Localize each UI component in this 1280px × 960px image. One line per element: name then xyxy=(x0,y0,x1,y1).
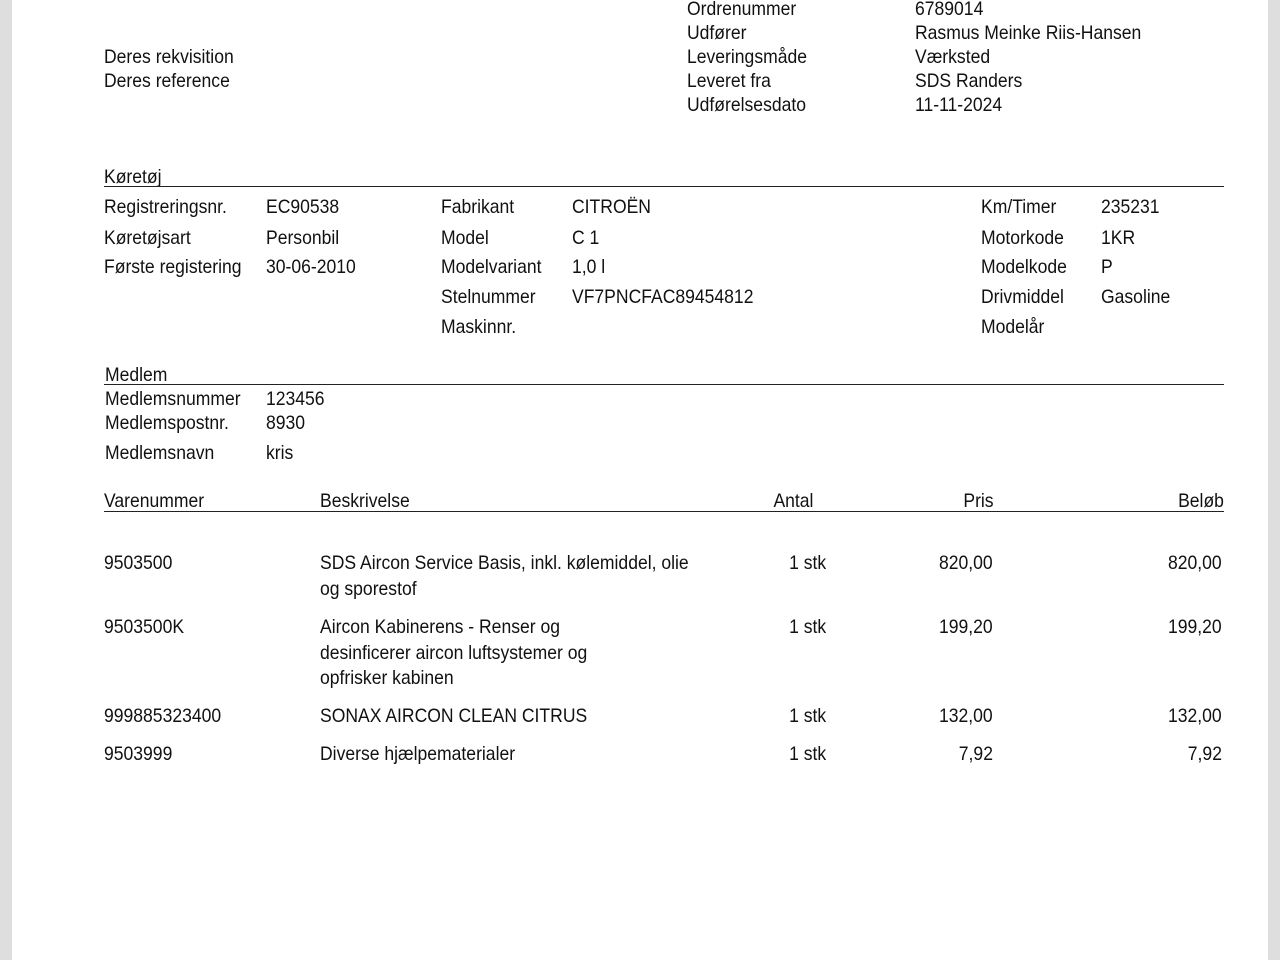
vehicle-maker-label: Fabrikant xyxy=(441,196,515,218)
line-item-price: 820,00 xyxy=(939,552,993,574)
line-item-price: 199,20 xyxy=(939,616,993,638)
vehicle-km-value: 235231 xyxy=(1101,196,1160,218)
member-section-title: Medlem xyxy=(105,364,168,386)
order-number-value: 6789014 xyxy=(915,0,984,20)
line-item-amount: 7,92 xyxy=(1187,743,1222,765)
vehicle-model-label: Model xyxy=(441,227,489,249)
vehicle-first-reg-label: Første registering xyxy=(104,256,242,278)
vehicle-maker-value: CITROËN xyxy=(572,196,651,218)
vehicle-type-value: Personbil xyxy=(266,227,340,249)
vehicle-type-label: Køretøjsart xyxy=(104,227,191,249)
vehicle-model-code-label: Modelkode xyxy=(981,256,1067,278)
member-divider xyxy=(104,384,1224,385)
column-header-description: Beskrivelse xyxy=(320,490,410,512)
delivered-from-value: SDS Randers xyxy=(915,70,1023,92)
vehicle-reg-value: EC90538 xyxy=(266,196,340,218)
line-item-description: Aircon Kabinerens - Renser og desinficerer aircon luftsystemer og opfrisker kabinen xyxy=(320,616,588,689)
vehicle-engine-code-label: Motorkode xyxy=(981,227,1064,249)
vehicle-engine-no-label: Maskinnr. xyxy=(441,316,517,338)
reference-label: Deres reference xyxy=(104,70,230,92)
line-item-number: 999885323400 xyxy=(104,705,222,727)
line-item-description: SDS Aircon Service Basis, inkl. kølemiddel, olie og sporestof xyxy=(320,552,689,600)
line-item-qty: 1 stk xyxy=(788,552,826,574)
vehicle-first-reg-value: 30-06-2010 xyxy=(266,256,356,278)
invoice-page xyxy=(12,0,1268,960)
line-item-description: SONAX AIRCON CLEAN CITRUS xyxy=(320,705,588,727)
execution-date-label: Udførelsesdato xyxy=(687,94,807,116)
vehicle-variant-value: 1,0 l xyxy=(572,256,606,278)
vehicle-fuel-value: Gasoline xyxy=(1101,286,1171,308)
member-number-label: Medlemsnummer xyxy=(105,388,241,410)
vehicle-vin-label: Stelnummer xyxy=(441,286,536,308)
vehicle-reg-label: Registreringsnr. xyxy=(104,196,227,218)
line-item-amount: 820,00 xyxy=(1168,552,1222,574)
delivery-method-label: Leveringsmåde xyxy=(687,46,808,68)
lines-header-divider xyxy=(104,511,1224,512)
line-item-amount: 132,00 xyxy=(1168,705,1222,727)
line-item-description: Diverse hjælpematerialer xyxy=(320,743,516,765)
member-name-label: Medlemsnavn xyxy=(105,442,215,464)
requisition-label: Deres rekvisition xyxy=(104,46,234,68)
vehicle-vin-value: VF7PNCFAC89454812 xyxy=(572,286,754,308)
line-item-qty: 1 stk xyxy=(788,705,826,727)
line-item-price: 7,92 xyxy=(958,743,993,765)
column-header-item: Varenummer xyxy=(104,490,205,512)
vehicle-fuel-label: Drivmiddel xyxy=(981,286,1064,308)
vehicle-model-code-value: P xyxy=(1101,256,1113,278)
delivery-method-value: Værksted xyxy=(915,46,991,68)
vehicle-model-value: C 1 xyxy=(572,227,600,249)
member-postcode-label: Medlemspostnr. xyxy=(105,412,229,434)
performer-label: Udfører xyxy=(687,22,747,44)
execution-date-value: 11-11-2024 xyxy=(915,94,1003,116)
line-item-number: 9503500K xyxy=(104,616,185,638)
vehicle-variant-label: Modelvariant xyxy=(441,256,542,278)
line-item-number: 9503500 xyxy=(104,552,173,574)
member-postcode-value: 8930 xyxy=(266,412,306,434)
column-header-qty: Antal xyxy=(772,490,813,512)
line-item-price: 132,00 xyxy=(939,705,993,727)
vehicle-km-label: Km/Timer xyxy=(981,196,1057,218)
delivered-from-label: Leveret fra xyxy=(687,70,771,92)
column-header-amount: Beløb xyxy=(1178,490,1224,512)
order-number-label: Ordrenummer xyxy=(687,0,797,20)
member-name-value: kris xyxy=(266,442,294,464)
vehicle-divider xyxy=(104,186,1224,187)
member-number-value: 123456 xyxy=(266,388,325,410)
column-header-price: Pris xyxy=(963,490,994,512)
line-item-amount: 199,20 xyxy=(1168,616,1222,638)
vehicle-engine-code-value: 1KR xyxy=(1101,227,1136,249)
line-item-number: 9503999 xyxy=(104,743,173,765)
line-item-qty: 1 stk xyxy=(788,743,826,765)
performer-value: Rasmus Meinke Riis-Hansen xyxy=(915,22,1142,44)
line-item-qty: 1 stk xyxy=(788,616,826,638)
vehicle-section-title: Køretøj xyxy=(104,166,162,188)
vehicle-model-year-label: Modelår xyxy=(981,316,1045,338)
